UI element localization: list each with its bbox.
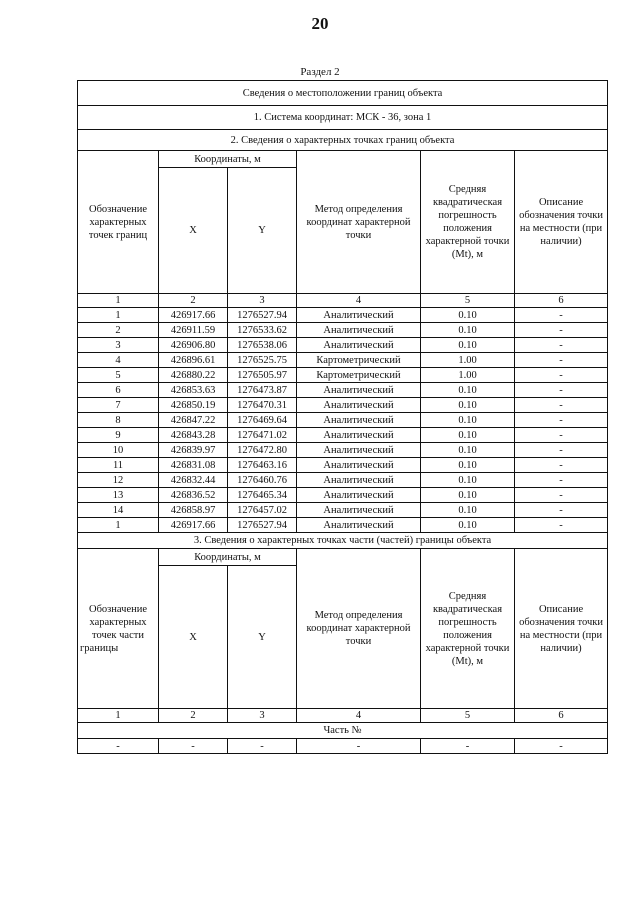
header-x-part: X bbox=[159, 566, 228, 709]
coord-y: 1276525.75 bbox=[228, 353, 297, 368]
description: - bbox=[515, 488, 608, 503]
col-number: 5 bbox=[421, 294, 515, 308]
table-row bbox=[78, 473, 608, 488]
method: Аналитический bbox=[297, 428, 421, 443]
table-row bbox=[78, 458, 608, 473]
table-row bbox=[78, 413, 608, 428]
accuracy: 0.10 bbox=[421, 413, 515, 428]
table-row bbox=[78, 368, 608, 383]
coord-y: 1276538.06 bbox=[228, 338, 297, 353]
header-description-part: Описание обозначения точки на местности (при наличии) bbox=[515, 549, 608, 709]
part-cell: - bbox=[78, 739, 159, 754]
point-number: 3 bbox=[78, 338, 159, 353]
table-row bbox=[78, 383, 608, 398]
col-number: 1 bbox=[78, 294, 159, 308]
accuracy: 0.10 bbox=[421, 383, 515, 398]
table-row bbox=[78, 428, 608, 443]
subsection-3-row bbox=[78, 533, 608, 549]
point-number: 7 bbox=[78, 398, 159, 413]
point-number: 13 bbox=[78, 488, 159, 503]
title-row bbox=[78, 81, 608, 106]
description: - bbox=[515, 353, 608, 368]
point-number: 9 bbox=[78, 428, 159, 443]
description: - bbox=[515, 473, 608, 488]
point-number: 1 bbox=[78, 518, 159, 533]
accuracy: 1.00 bbox=[421, 353, 515, 368]
col-number: 3 bbox=[228, 294, 297, 308]
method: Картометрический bbox=[297, 368, 421, 383]
accuracy: 0.10 bbox=[421, 308, 515, 323]
header-coords-part: Координаты, м bbox=[159, 549, 297, 566]
coord-x: 426839.97 bbox=[159, 443, 228, 458]
table-row bbox=[78, 518, 608, 533]
point-number: 12 bbox=[78, 473, 159, 488]
coord-y: 1276470.31 bbox=[228, 398, 297, 413]
header-y-part: Y bbox=[228, 566, 297, 709]
method: Аналитический bbox=[297, 518, 421, 533]
col-number: 5 bbox=[421, 709, 515, 723]
method: Аналитический bbox=[297, 458, 421, 473]
coord-x: 426853.63 bbox=[159, 383, 228, 398]
accuracy: 0.10 bbox=[421, 398, 515, 413]
point-number: 14 bbox=[78, 503, 159, 518]
coord-x: 426917.66 bbox=[159, 308, 228, 323]
description: - bbox=[515, 428, 608, 443]
method: Аналитический bbox=[297, 308, 421, 323]
point-number: 2 bbox=[78, 323, 159, 338]
description: - bbox=[515, 338, 608, 353]
point-number: 11 bbox=[78, 458, 159, 473]
table-row bbox=[78, 353, 608, 368]
point-number: 5 bbox=[78, 368, 159, 383]
table-row bbox=[78, 398, 608, 413]
method: Аналитический bbox=[297, 338, 421, 353]
description: - bbox=[515, 458, 608, 473]
coord-x: 426831.08 bbox=[159, 458, 228, 473]
method: Аналитический bbox=[297, 503, 421, 518]
coord-y: 1276473.87 bbox=[228, 383, 297, 398]
column-numbers-row bbox=[78, 294, 608, 308]
coord-y: 1276527.94 bbox=[228, 308, 297, 323]
coord-y: 1276533.62 bbox=[228, 323, 297, 338]
coord-x: 426880.22 bbox=[159, 368, 228, 383]
coord-y: 1276471.02 bbox=[228, 428, 297, 443]
part-cell: - bbox=[228, 739, 297, 754]
description: - bbox=[515, 398, 608, 413]
col-number: 3 bbox=[228, 709, 297, 723]
header-row-1 bbox=[78, 151, 608, 168]
method: Картометрический bbox=[297, 353, 421, 368]
description: - bbox=[515, 323, 608, 338]
header-designation: Обозначение характерных точек границ bbox=[78, 151, 159, 294]
table-title: Сведения о местоположении границ объекта bbox=[78, 81, 608, 106]
table-row bbox=[78, 443, 608, 458]
accuracy: 0.10 bbox=[421, 518, 515, 533]
description: - bbox=[515, 368, 608, 383]
point-number: 6 bbox=[78, 383, 159, 398]
method: Аналитический bbox=[297, 488, 421, 503]
method: Аналитический bbox=[297, 413, 421, 428]
accuracy: 1.00 bbox=[421, 368, 515, 383]
coord-x: 426847.22 bbox=[159, 413, 228, 428]
part-cell: - bbox=[159, 739, 228, 754]
description: - bbox=[515, 308, 608, 323]
accuracy: 0.10 bbox=[421, 323, 515, 338]
col-number: 6 bbox=[515, 709, 608, 723]
header-y: Y bbox=[228, 168, 297, 294]
point-number: 1 bbox=[78, 308, 159, 323]
col-number: 4 bbox=[297, 294, 421, 308]
col-number: 2 bbox=[159, 709, 228, 723]
coord-system-row bbox=[78, 106, 608, 130]
subsection-3-title: 3. Сведения о характерных точках части (частей) границы объекта bbox=[78, 533, 608, 549]
coord-y: 1276505.97 bbox=[228, 368, 297, 383]
table-body bbox=[78, 81, 608, 754]
header-x: X bbox=[159, 168, 228, 294]
method: Аналитический bbox=[297, 323, 421, 338]
coord-y: 1276460.76 bbox=[228, 473, 297, 488]
col-number: 1 bbox=[78, 709, 159, 723]
coord-x: 426832.44 bbox=[159, 473, 228, 488]
table-row bbox=[78, 308, 608, 323]
header-method: Метод определения координат характерной точки bbox=[297, 151, 421, 294]
description: - bbox=[515, 518, 608, 533]
method: Аналитический bbox=[297, 473, 421, 488]
header-coords: Координаты, м bbox=[159, 151, 297, 168]
description: - bbox=[515, 413, 608, 428]
description: - bbox=[515, 443, 608, 458]
coord-x: 426896.61 bbox=[159, 353, 228, 368]
col-number: 2 bbox=[159, 294, 228, 308]
coord-y: 1276469.64 bbox=[228, 413, 297, 428]
header-accuracy: Средняя квадратическая погрешность положения характерной точки (Mt), м bbox=[421, 151, 515, 294]
part-cell: - bbox=[515, 739, 608, 754]
col-number: 4 bbox=[297, 709, 421, 723]
header-method-part: Метод определения координат характерной точки bbox=[297, 549, 421, 709]
method: Аналитический bbox=[297, 443, 421, 458]
accuracy: 0.10 bbox=[421, 443, 515, 458]
point-number: 8 bbox=[78, 413, 159, 428]
col-number: 6 bbox=[515, 294, 608, 308]
table-row bbox=[78, 488, 608, 503]
description: - bbox=[515, 383, 608, 398]
coord-x: 426836.52 bbox=[159, 488, 228, 503]
coord-x: 426917.66 bbox=[159, 518, 228, 533]
coord-system: 1. Система координат: МСК - 36, зона 1 bbox=[78, 106, 608, 130]
accuracy: 0.10 bbox=[421, 338, 515, 353]
header-accuracy-part: Средняя квадратическая погрешность положения характерной точки (Mt), м bbox=[421, 549, 515, 709]
header-designation-part: Обозначение характерных точек части границы bbox=[78, 549, 159, 709]
accuracy: 0.10 bbox=[421, 503, 515, 518]
coord-x: 426906.80 bbox=[159, 338, 228, 353]
subsection-2-title: 2. Сведения о характерных точках границ объекта bbox=[78, 130, 608, 151]
table-row bbox=[78, 338, 608, 353]
part-column-numbers-row bbox=[78, 709, 608, 723]
header-description: Описание обозначения точки на местности (при наличии) bbox=[515, 151, 608, 294]
subsection-2-row bbox=[78, 130, 608, 151]
coord-y: 1276457.02 bbox=[228, 503, 297, 518]
accuracy: 0.10 bbox=[421, 458, 515, 473]
method: Аналитический bbox=[297, 398, 421, 413]
boundary-table bbox=[77, 80, 608, 754]
coord-y: 1276527.94 bbox=[228, 518, 297, 533]
description: - bbox=[515, 503, 608, 518]
coord-y: 1276472.80 bbox=[228, 443, 297, 458]
coord-x: 426858.97 bbox=[159, 503, 228, 518]
point-number: 4 bbox=[78, 353, 159, 368]
part-cell: - bbox=[297, 739, 421, 754]
page-number: 20 bbox=[311, 14, 329, 33]
method: Аналитический bbox=[297, 383, 421, 398]
coord-x: 426850.19 bbox=[159, 398, 228, 413]
point-number: 10 bbox=[78, 443, 159, 458]
accuracy: 0.10 bbox=[421, 488, 515, 503]
coord-y: 1276465.34 bbox=[228, 488, 297, 503]
table-row bbox=[78, 503, 608, 518]
coord-y: 1276463.16 bbox=[228, 458, 297, 473]
part-label: Часть № bbox=[78, 723, 608, 739]
part-cell: - bbox=[421, 739, 515, 754]
accuracy: 0.10 bbox=[421, 473, 515, 488]
coord-x: 426843.28 bbox=[159, 428, 228, 443]
part-label-row bbox=[78, 723, 608, 739]
coord-x: 426911.59 bbox=[159, 323, 228, 338]
part-data-row bbox=[78, 739, 608, 754]
part-header-row-1 bbox=[78, 549, 608, 566]
table-row bbox=[78, 323, 608, 338]
section-label: Раздел 2 bbox=[300, 66, 340, 78]
accuracy: 0.10 bbox=[421, 428, 515, 443]
